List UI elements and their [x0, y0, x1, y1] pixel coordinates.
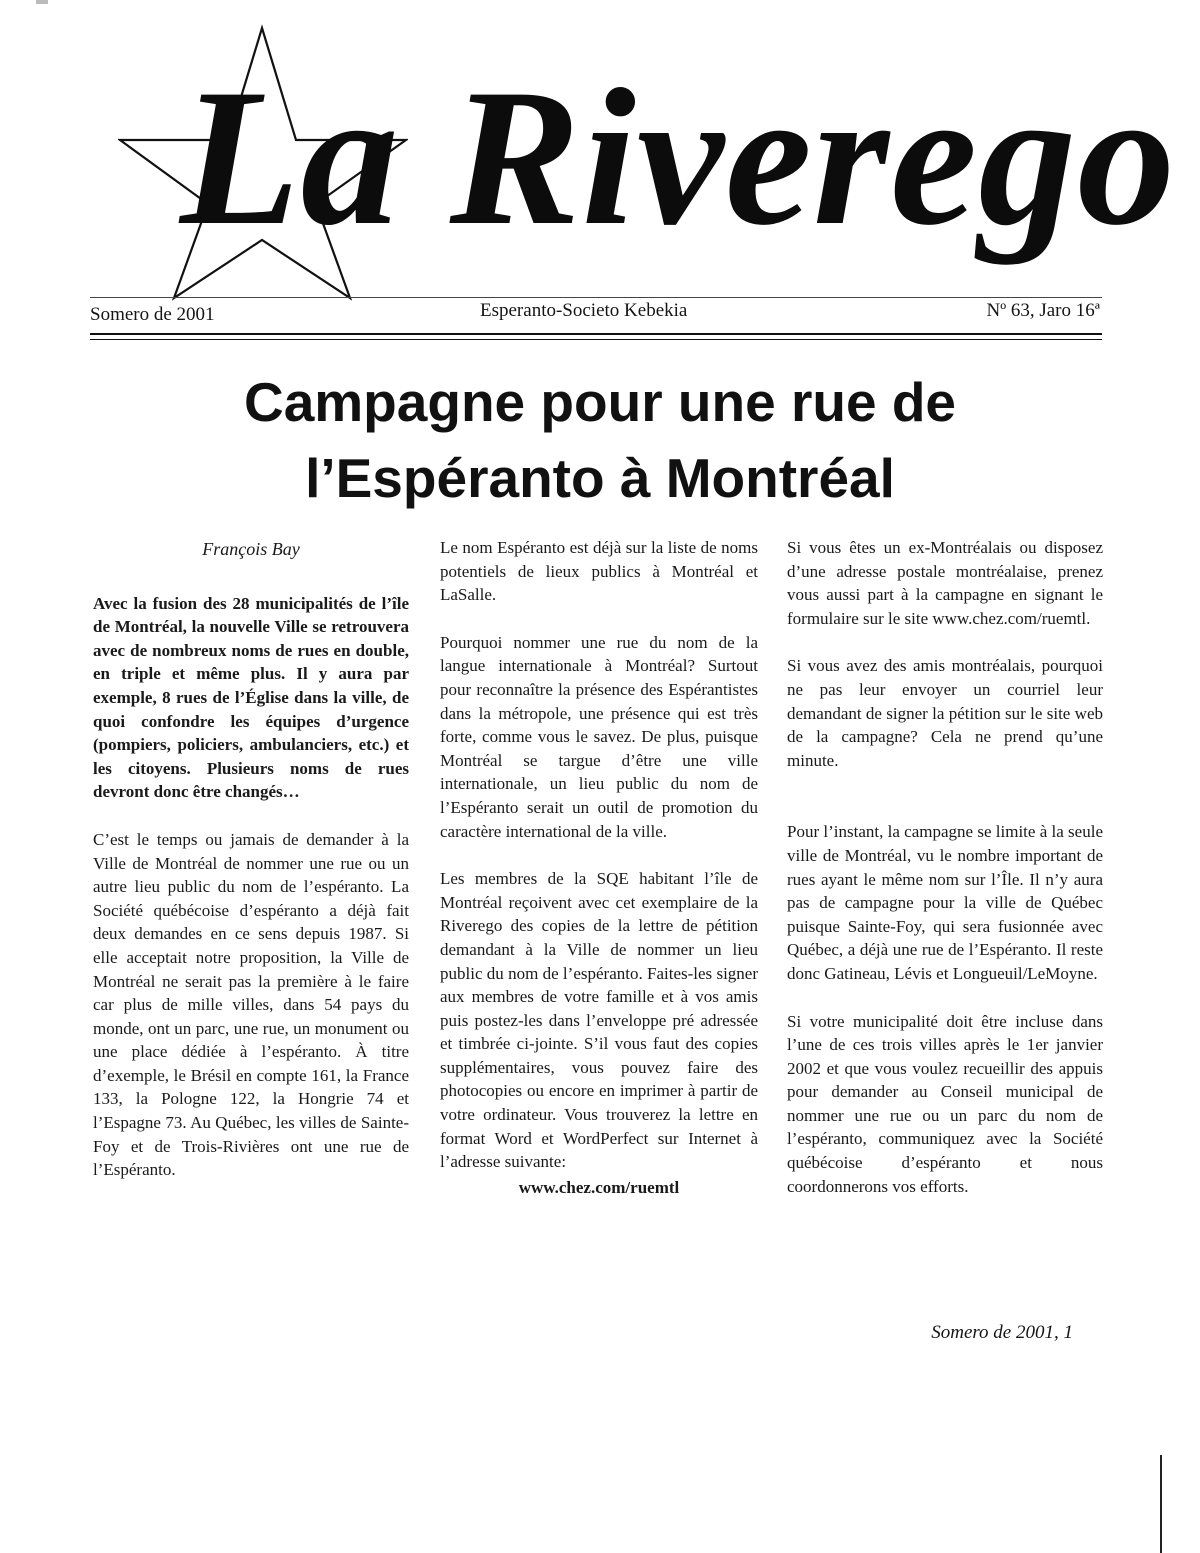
article-paragraph: Le nom Espéranto est déjà sur la liste de noms potentiels de lieux publics à Montréal et LaSalle.	[440, 538, 758, 605]
article-paragraph: Pour l’instant, la campagne se limite à la seule ville de Montréal, vu le nombre important de rues ayant le même nom sur l’Île. Il n’y aura pas de campagne pour la ville de Québec puisque Sainte-Foy, qui sera fusionnée avec Québec, a déjà une rue de l’Espéranto. Il reste donc Gatineau, Lévis et Longueuil/LeMoyne.	[787, 822, 1103, 983]
article-column-2	[440, 536, 758, 1199]
nameplate-title: La Riverego	[180, 49, 1177, 266]
masthead	[0, 0, 1200, 300]
article-paragraph: Si vous êtes un ex-Montréalais ou disposez d’une adresse postale montréalaise, prenez vous aussi part à la campagne en signant le formulaire sur le site www.chez.com/ruemtl.	[787, 538, 1103, 628]
article-author: François Bay	[202, 539, 300, 559]
issue-season: Somero de 2001	[90, 304, 215, 325]
headline-line-1: Campagne pour une rue de	[243, 371, 957, 433]
article-paragraph: Si vous avez des amis montréalais, pourquoi ne pas leur envoyer un courriel leur demandant de signer la pétition sur le site web de la campagne? Cela ne prend qu’une minute.	[787, 656, 1103, 770]
article-paragraph: Les membres de la SQE habitant l’île de Montréal reçoivent avec cet exemplaire de la Riverego des copies de la lettre de pétition demandant à la Ville de nommer un lieu public du nom de l’espéranto. Faites-les signer aux membres de votre famille et à vos amis puis postez-les dans l’enveloppe pré adressée et timbrée ci-jointe. S’il vous faut des copies supplémentaires, vous pouvez faire des photocopies ou encore en imprimer à partir de votre ordinateur. Vous trouverez la lettre en format Word et WordPerfect sur Internet à l’adresse suivante:	[440, 869, 758, 1172]
dateline	[90, 300, 1100, 330]
article-headline	[100, 364, 1100, 516]
petition-url: www.chez.com/ruemtl	[518, 1177, 680, 1197]
article-paragraph: C’est le temps ou jamais de demander à la Ville de Montréal de nommer une rue ou un autre lieu public du nom de l’espéranto. La Société québécoise d’espéranto a déjà fait deux demandes en ce sens depuis 1987. Si elle acceptait notre proposition, la Ville de Montréal ne serait pas la première à le faire car plus de mille villes, dans 54 pays du monde, ont un parc, une rue, un monument ou une place dédiée à l’espéranto. À titre d’exemple, le Brésil en compte 161, la France 133, la Pologne 122, la Hongrie 74 et l’Espagne 73. Au Québec, les villes de Sainte-Foy et de Trois-Rivières ont une rue de l’Espéranto.	[93, 829, 409, 1180]
page-folio: Somero de 2001, 1	[931, 1322, 1073, 1343]
article-paragraph: Si votre municipalité doit être incluse dans l’une de ces trois villes après le 1er janvier 2002 et que vous voulez recueillir des appuis pour demander au Conseil municipal de nommer une rue ou un parc du nom de l’espéranto, communiquez avec la Société québécoise d’espéranto et nous coordonnerons vos efforts.	[787, 1011, 1103, 1196]
dateline-double-rule	[90, 333, 1102, 340]
article-column-1	[93, 536, 409, 1182]
headline-line-2: l’Espéranto à Montréal	[305, 447, 895, 509]
article-paragraph: Pourquoi nommer une rue du nom de la langue internationale à Montréal? Surtout pour reconnaître la présence des Espérantistes dans la métropole, une présence qui est très forte, comme vous le savez. De plus, puisque Montréal se targue d’être une ville internationale, un lieu public du nom de l’Espéranto serait un outil de promotion du caractère international de la ville.	[440, 632, 758, 841]
scan-edge-mark	[1160, 1455, 1162, 1553]
issue-number: Nº 63, Jaro 16ª	[986, 300, 1100, 321]
publisher-name: Esperanto-Societo Kebekia	[480, 300, 688, 321]
article-column-3	[787, 536, 1103, 1198]
masthead-rule	[90, 297, 1102, 298]
article-lead-paragraph: Avec la fusion des 28 municipalités de l’île de Montréal, la nouvelle Ville se retrouvera avec de nombreux noms de rues en double, en triple et même plus. Il y aura par exemple, 8 rues de l’Église dans la ville, de quoi confondre les équipes d’urgence (pompiers, policiers, ambulanciers, etc.) et les citoyens. Plusieurs noms de rues devront donc être changés…	[93, 593, 409, 802]
